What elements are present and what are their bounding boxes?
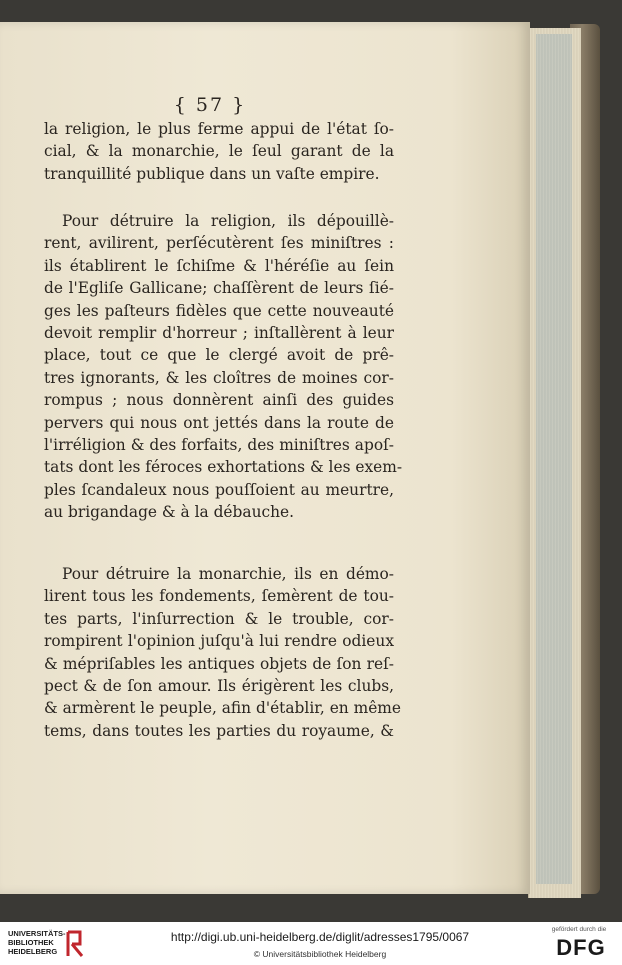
text-line: ils établirent le ſchiſme & l'héréſie au ſein [44,256,394,275]
text-line: rompirent l'opinion juſqu'à lui rendre odieux [44,632,394,651]
text-line: devoit remplir d'horreur ; inſtallèrent à leur [44,324,394,343]
text-line: pect & de ſon amour. Ils érigèrent les clubs, [44,677,394,696]
text-line: tranquillité publique dans un vaſte empire. [44,164,380,183]
text-line: tres ignorants, & les cloîtres de moines cor- [44,368,394,387]
text-line: Pour détruire la monarchie, ils en démo- [62,565,394,583]
text-line: cial, & la monarchie, le ſeul garant de la [44,142,394,161]
viewer-footer [0,922,622,965]
paragraph-2 [44,210,403,524]
text-line: tats dont les féroces exhortations & les exem- [44,458,403,477]
library-logo-line: UNIVERSITÄTS- [8,929,66,938]
text-line: rent, avilirent, perſécutèrent ſes miniſtres : [44,234,394,253]
permalink-url[interactable]: http://digi.ub.uni-heidelberg.de/diglit/adresses1795/0067 [170,930,470,944]
page-stack-tint [536,34,572,884]
text-line: Pour détruire la religion, ils dépouillè- [62,212,394,230]
text-line: place, tout ce que le clergé avoit de prê- [44,346,394,365]
text-line: & mépriſables les antiques objets de ſon reſ- [44,654,394,673]
text-line: tems, dans toutes les parties du royaume, & [44,721,394,740]
text-line: pervers qui nous ont jettés dans la route de [44,413,394,432]
text-line: la religion, le plus ferme appui de l'état ſo- [44,120,394,138]
library-logo-line: HEIDELBERG [8,947,58,956]
text-line: de l'Egliſe Gallicane; chaſſèrent de leurs ſié- [44,279,394,298]
dfg-logo[interactable]: DFG [556,935,606,960]
text-line: l'irréligion & des forfaits, des miniſtres apoſ- [44,436,394,455]
text-line: lirent tous les fondements, ſemèrent de tou- [44,587,394,606]
page-number: { 57 } [173,94,247,116]
paragraph-3 [44,563,402,742]
text-line: au brigandage & à la débauche. [44,503,295,522]
funded-by-label: gefördert durch die [551,926,607,933]
library-logo-line: BIBLIOTHEK [8,938,54,947]
text-line: tes parts, l'inſurrection & le trouble, cor- [44,609,394,628]
text-line: ples ſcandaleux nous pouſſoient au meurtre, [44,480,394,499]
text-line: ges les paſteurs fidèles que cette nouveauté [44,301,394,320]
copyright-notice: © Universitätsbibliothek Heidelberg [253,949,387,959]
paragraph-1 [44,118,394,185]
library-emblem-icon [64,930,86,958]
text-line: rompus ; nous donnèrent ainſi des guides [44,391,394,410]
text-line: & armèrent le peuple, afin d'établir, en même [44,699,402,718]
